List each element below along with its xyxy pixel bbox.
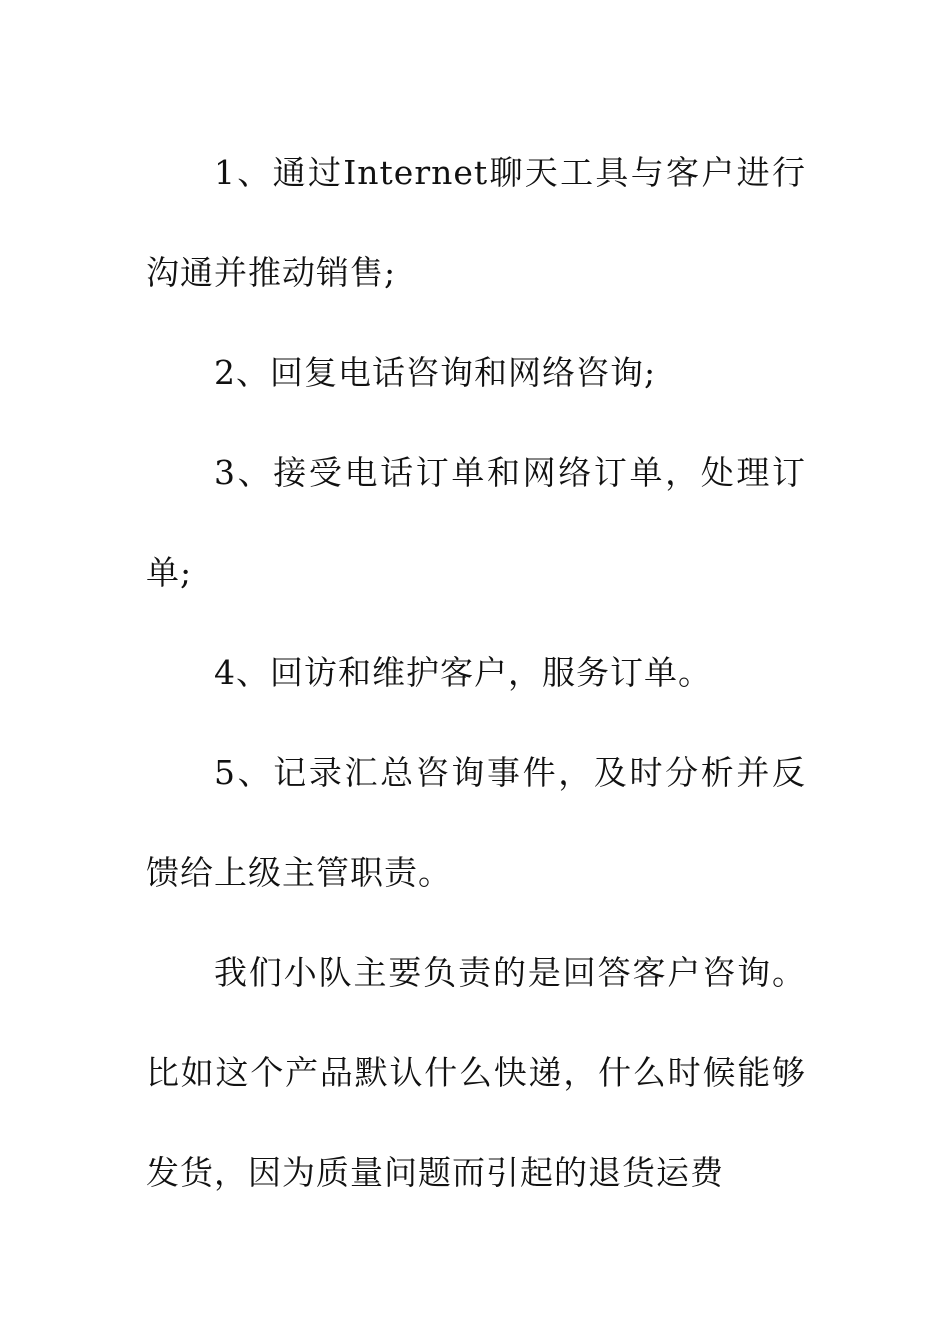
paragraph-duty-4: 4、回访和维护客户，服务订单。	[214, 653, 712, 692]
document-body	[146, 123, 806, 1223]
paragraph-team-description: 我们小队主要负责的是回答客户咨询。比如这个产品默认什么快递，什么时候能够发货，因为质量问题而引起的退货运费	[146, 953, 806, 1192]
paragraph-duty-5: 5、记录汇总咨询事件，及时分析并反馈给上级主管职责。	[146, 753, 806, 892]
paragraph-duty-1: 1、通过Internet聊天工具与客户进行沟通并推动销售;	[146, 153, 806, 292]
paragraph-duty-2: 2、回复电话咨询和网络咨询;	[214, 353, 657, 392]
paragraph-duty-3: 3、接受电话订单和网络订单，处理订单;	[146, 453, 806, 592]
